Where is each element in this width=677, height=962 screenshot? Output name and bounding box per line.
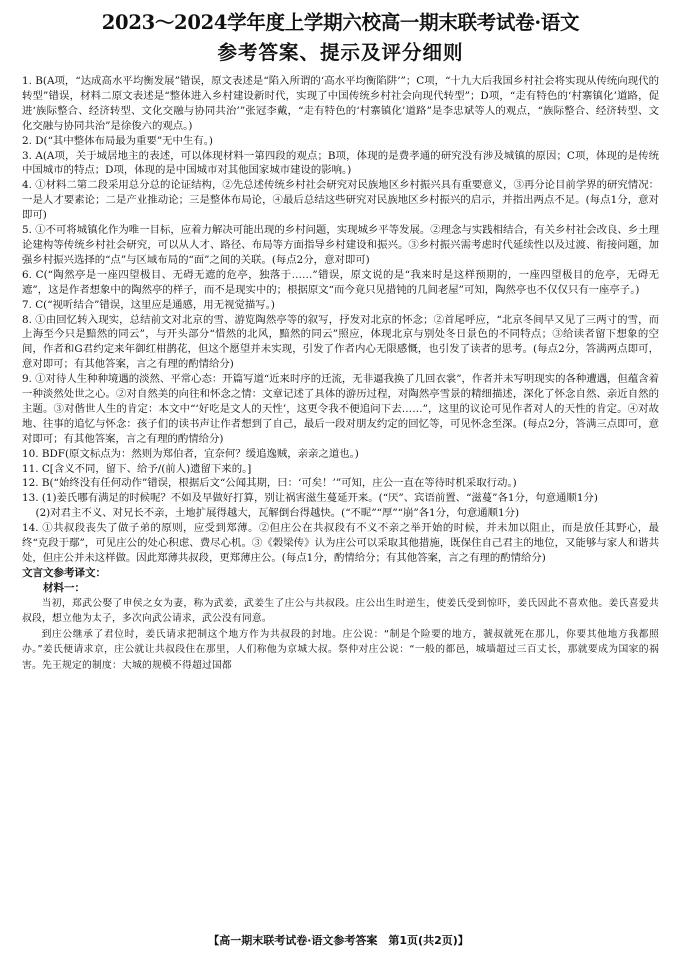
answer-item: 6. C(“陶然亭是一座四望极目、无碍无遮的危亭，独落于……”错误，原文说的是“我来时是这样预期的，一座四望极目的危亭，无碍无遮”，这是作者想象中的陶然亭的样子，而不是现实中的；根据原文“而今竟只见措钝的几间老屋”可知，陶然亭也不仅仅只有一座亭子。): [22, 268, 659, 296]
answer-item: 8. ①由回忆转入现实，总结前文对北京的雪、游览陶然亭等的叙写，抒发对北京的怀念；②首尾呼应，“北京冬间早又见了三两寸的雪，而上海至今只是黯然的同云”，与开头部分“惜然的北风，黯然的同云”照应，体现北京与别处冬日景色的不同特点；③给读者留下想象的空间，作者和G君约定来年御红柑鹊花，但这个愿望并未实现，引发了作者内心无限感慨，也引发了读者的思考。(每点2分，答满两点即可，意对即可；有其他答案，言之有理的酌情给分): [22, 313, 659, 371]
translation-paragraph: 当初，郑武公娶了申侯之女为妻，称为武姜，武姜生了庄公与共叔段。庄公出生时逆生，使姜氏受到惊吓，姜氏因此不喜欢他。姜氏喜爱共叔段，想立他为太子，多次向武公请求，武公没有同意。: [22, 597, 659, 625]
answer-item: 11. C[含义不同，留下、给予/(前人)遗留下来的。]: [22, 462, 252, 475]
answer-item: 4. ①材料二第二段采用总分总的论证结构，②先总述传统乡村社会研究对民族地区乡村振兴具有重要意义，③再分论目前学界的研究情况：一是人才要素论；二是产业推动论；三是整体布局论，④最后总结这些研究对民族地区乡村振兴的启示，并指出两点不足。(每点1分，意对即可): [22, 179, 659, 222]
translation-body: [22, 596, 659, 674]
answer-item: 2. D(“其中整体布局最为重要”无中生有。): [22, 134, 213, 147]
translation-section-title: 文言文参考译文：: [22, 566, 106, 579]
translation-paragraph: 到庄公继承了君位时，姜氏请求把制这个地方作为共叔段的封地。庄公说：“制是个险要的地方，虢叔就死在那儿，你要其他地方我都照办。”姜氏便请求京，庄公就让共叔段住在那里，人们称他为京城大叔。祭仲对庄公说：“一般的都邑，城墙超过三百丈长，那就要成为国家的祸害。先王规定的制度：大城的规模不得超过国都: [22, 628, 659, 671]
answer-item: 14. ①共叔段丧失了做子弟的原则，应受到郑薄。②但庄公在共叔段有不义不亲之举开始的时候，并未加以阻止，而是放任其野心，最终“克段于鄢”，可见庄公的处心积虑、费尽心机。③《榖梁传》认为庄公可以采取其他措施，既保住自己君主的地位，又能够与家人和谐共处，但庄公并未这样做。因此郑薄共叔段，更郑薄庄公。(每点1分，酌情给分；有其他答案，言之有理的酌情给分): [22, 522, 659, 564]
document-subtitle: 参考答案、提示及评分细则: [217, 41, 464, 64]
answer-list: [22, 74, 659, 566]
answer-item: 13. (1)姜氏哪有满足的时候呢？不如及早做好打算，别让祸害滋生蔓延开来。(“厌”、宾语前置、“滋蔓”各1分，句意通顺1分): [22, 492, 598, 505]
page-footer: 【高一期末联考试卷·语文参考答案 第1页(共2页)】: [208, 934, 469, 947]
answer-item: 12. B(“始终没有任何动作”错误，根据后文“公闻其期，曰：‘可矣！’”可知，庄公一直在等待时机采取行动。): [22, 477, 517, 490]
answer-item: 7. C(“视听结合”错误，这里应是通感，用无视觉描写。): [22, 298, 275, 311]
answer-item: (2)对君主不义、对兄长不亲，土地扩展得越大，瓦解倒台得越快。(“不昵”“厚”“崩”各1分，句意通顺1分): [35, 507, 520, 520]
answer-item: 1. B(A项，“达成高水平均衡发展”错误，原文表述是“陷入所谓的‘高水平均衡陷阱’”；C项，“十九大后我国乡村社会将实现从传统向现代的转型”错误，材料二原文表述是“整体进入乡村建设新时代，实现了中国传统乡村社会向现代转型”；D项，“走有特色的‘村寨镇化’道路，促进‘族际整合、经济转型、文化交融与协同共治’”张冠李戴，“走有特色的‘村寨镇化’道路”是李忠斌等人的观点，“族际整合、经济转型、文化交融与协同共治”是徐俊六的观点。): [22, 75, 659, 132]
document-title: 2023～2024学年度上学期六校高一期末联考试卷·语文: [101, 11, 580, 34]
answer-item: 10. BDF(原文标点为：然则为郑伯者，宜奈何？缓追逸贼，亲亲之道也。): [22, 447, 359, 460]
answer-item: 5. ①不可将城镇化作为唯一目标，应着力解决可能出现的乡村问题，实现城乡平等发展。②理念与实践相结合，有关乡村社会改良、乡土理论建构等传统乡村社会研究，可以从人才、路径、布局等方面指导乡村建设和振兴。③乡村振兴需考虑时代延续性以及过渡、衔接问题，加强乡村振兴选择的“点”与区域布局的“面”之间的关联。(每点2分，意对即可): [22, 224, 659, 266]
material-title: 材料一：: [43, 581, 85, 594]
answer-item: 3. A(A项，关于城居地主的表述，可以体现材料一第四段的观点；B项，体现的是费孝通的研究没有涉及城镇的原因；C项，体现的是传统中国城市的特点；D项，体现的是中国城市对其他国家城市建设的影响。): [22, 149, 659, 177]
answer-item: 9. ①对待人生种种境遇的淡然、平常心态：开篇写道“近来时序的迁流，无非逼我换了几回衣裳”，作者并未写明现实的各种遭遇，但蕴含着一种淡然处世之心。②对自然美的向往和怀念之情：文章记述了具体的游历过程，对陶然亭雪景的精细描述，深化了怀念自然、亲近自然的主题。③对偕世人生的肯定：本文中“‘好吃是文人的天性’，这更令我不便追问下去……”，这里的议论可见作者对人的天性的肯定。④对故地、往事的追忆与怀念：孩子们的读书声让作者想到了自己，最后一段对朋友约定的回忆等，可见怀念至深。(每点2分，答满三点即可，意对即可；有其他答案，言之有理的酌情给分): [22, 373, 659, 445]
